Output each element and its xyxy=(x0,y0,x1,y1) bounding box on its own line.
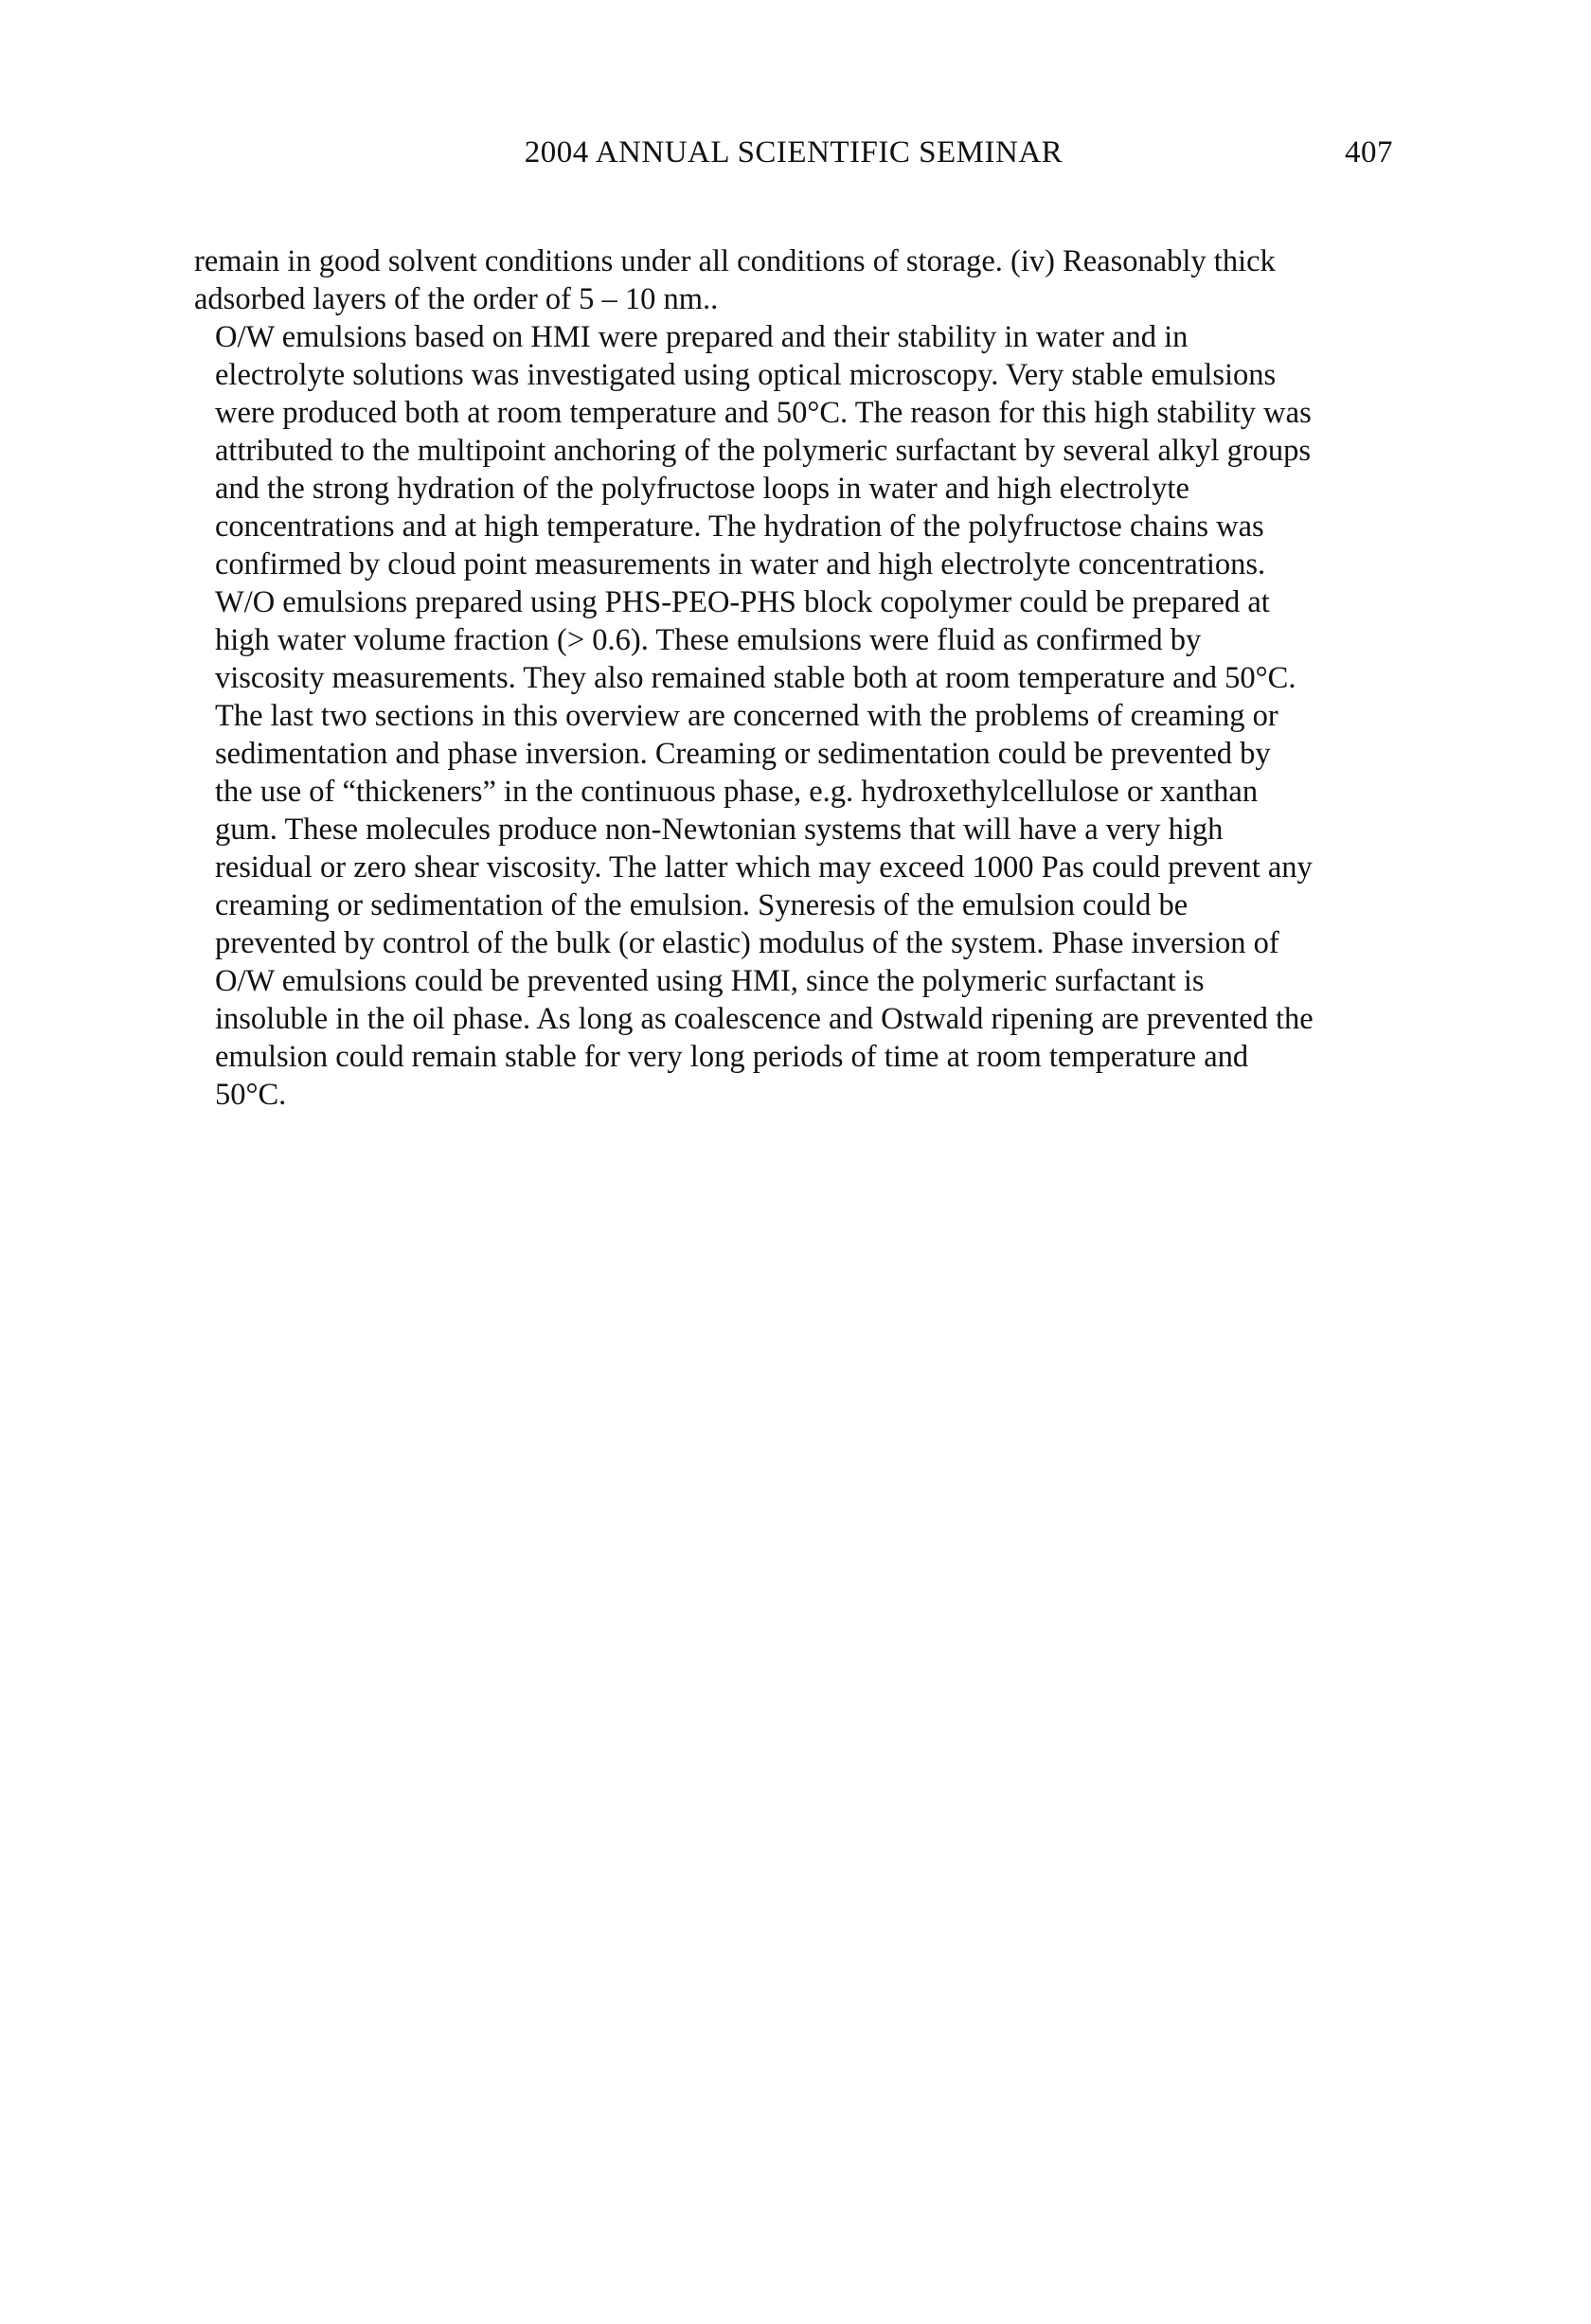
paragraph xyxy=(194,318,1402,583)
text-line: concentrations and at high temperature. The hydration of the polyfructose chains was xyxy=(215,509,1264,544)
text-line: remain in good solvent conditions under all conditions of storage. (iv) Reasonably thick xyxy=(194,244,1276,278)
text-line: residual or zero shear viscosity. The latter which may exceed 1000 Pas could prevent any xyxy=(215,850,1313,885)
text-line: O/W emulsions based on HMI were prepared and their stability in water and in xyxy=(215,320,1189,354)
body-text xyxy=(194,242,1402,1114)
text-line: 50°C. xyxy=(215,1078,287,1112)
text-line: O/W emulsions could be prevented using HMI, since the polymeric surfactant is xyxy=(215,964,1205,998)
text-line: electrolyte solutions was investigated using optical microscopy. Very stable emulsions xyxy=(215,358,1277,392)
text-line: confirmed by cloud point measurements in water and high electrolyte concentrations. xyxy=(215,547,1266,581)
text-line: The last two sections in this overview are concerned with the problems of creaming or xyxy=(215,699,1278,733)
text-line: high water volume fraction (> 0.6). These emulsions were fluid as confirmed by xyxy=(215,623,1202,657)
text-line: sedimentation and phase inversion. Creaming or sedimentation could be prevented by xyxy=(215,737,1271,771)
paragraph xyxy=(194,697,1402,1114)
text-line: were produced both at room temperature and 50°C. The reason for this high stability was xyxy=(215,396,1312,430)
paragraph xyxy=(194,242,1402,318)
text-line: insoluble in the oil phase. As long as coalescence and Ostwald ripening are prevented the xyxy=(215,1002,1314,1036)
text-line: adsorbed layers of the order of 5 – 10 nm.. xyxy=(194,282,719,316)
text-line: creaming or sedimentation of the emulsion. Syneresis of the emulsion could be xyxy=(215,888,1189,922)
page-number: 407 xyxy=(1345,135,1393,170)
text-line: and the strong hydration of the polyfructose loops in water and high electrolyte xyxy=(215,472,1189,506)
text-line: the use of “thickeners” in the continuous phase, e.g. hydroxethylcellulose or xanthan xyxy=(215,775,1259,809)
text-line: prevented by control of the bulk (or elastic) modulus of the system. Phase inversion of xyxy=(215,926,1279,960)
running-title: 2004 ANNUAL SCIENTIFIC SEMINAR xyxy=(524,135,1064,170)
paragraph xyxy=(194,583,1402,697)
running-header xyxy=(194,135,1393,177)
text-line: attributed to the multipoint anchoring of the polymeric surfactant by several alkyl groups xyxy=(215,434,1312,468)
text-line: emulsion could remain stable for very long periods of time at room temperature and xyxy=(215,1040,1249,1074)
text-line: gum. These molecules produce non-Newtonian systems that will have a very high xyxy=(215,813,1224,847)
text-line: W/O emulsions prepared using PHS-PEO-PHS block copolymer could be prepared at xyxy=(215,585,1270,619)
text-line: viscosity measurements. They also remained stable both at room temperature and 50°C. xyxy=(215,661,1296,695)
